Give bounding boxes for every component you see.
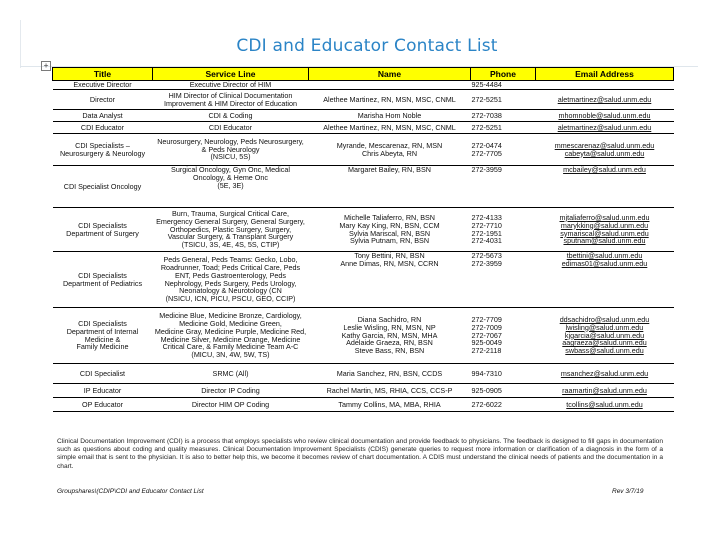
cell-title: CDI Specialists Department of Internal Medicine & Family Medicine	[53, 308, 153, 364]
table-row	[53, 208, 674, 252]
cell-title: CDI Specialists Department of Surgery	[53, 208, 153, 252]
cell-phone: 994-7310	[471, 364, 536, 384]
cell-title: CDI Specialist Oncology	[53, 166, 153, 208]
header-email: Email Address	[536, 68, 674, 81]
header-service-line: Service Line	[153, 68, 309, 81]
cell-email[interactable]: aletmartinez@salud.unm.edu	[536, 122, 674, 134]
cell-service-line: Medicine Blue, Medicine Bronze, Cardiology, Medicine Gold, Medicine Green, Medicine Gray, Medicine Purple, Medicine Red, Medicine Silver, Medicine Orange, Medicine Critical Care, & Family Medicine Team A-C (MICU, 3N, 4W, 5W, TS)	[153, 308, 309, 364]
cell-email[interactable]: tcollins@salud.unm.edu	[536, 398, 674, 412]
table-row	[53, 364, 674, 384]
cell-phone: 272-4133 272-7710 272-1951 272-4031	[471, 208, 536, 252]
cell-title: Data Analyst	[53, 110, 153, 122]
cell-name	[309, 81, 471, 90]
cell-name: Michelle Taliaferro, RN, BSN Mary Kay King, RN, BSN, CCM Sylvia Mariscal, RN, BSN Sylvia Putnam, RN, BSN	[309, 208, 471, 252]
cell-service-line: Peds General, Peds Teams: Gecko, Lobo, Roadrunner, Toad; Peds Critical Care, Peds ENT, Peds Gastroenterology, Peds Nephrology, Peds Surgery, Peds Urology, Neonatology & Neurotology (CN (NSICU, ICN, PICU, PSCU, GEO, CCIP)	[153, 252, 309, 308]
cell-service-line: CDI Educator	[153, 122, 309, 134]
cell-title: CDI Educator	[53, 122, 153, 134]
cell-email[interactable]: msanchez@salud.unm.edu	[536, 364, 674, 384]
table-row	[53, 166, 674, 208]
cell-title: IP Educator	[53, 384, 153, 398]
cell-title: CDI Specialists – Neurosurgery & Neurology	[53, 134, 153, 166]
cell-email[interactable]: mcbailey@salud.unm.edu	[536, 166, 674, 208]
cell-title: Executive Director	[53, 81, 153, 90]
cell-name: Diana Sachidro, RN Leslie Wisling, RN, MSN, NP Kathy Garcia, RN, MSN, MHA Adelaide Graeza, RN, BSN Steve Bass, RN, BSN	[309, 308, 471, 364]
cell-title: OP Educator	[53, 398, 153, 412]
cell-email[interactable]: ddsachidro@salud.unm.edu lwisling@salud.unm.edu kjgarcia@salud.unm.edu aagraeza@salud.unm.edu swbass@salud.unm.edu	[536, 308, 674, 364]
cell-email[interactable]: mjtaliaferro@salud.unm.edu marykking@salud.unm.edu symariscal@salud.unm.edu sputnam@salud.unm.edu	[536, 208, 674, 252]
cell-service-line: CDI & Coding	[153, 110, 309, 122]
cell-phone: 272-7709 272-7009 272-7067 925-0049 272-2118	[471, 308, 536, 364]
header-row	[53, 68, 674, 81]
header-phone: Phone	[471, 68, 536, 81]
cell-phone: 272-6022	[471, 398, 536, 412]
table-row	[53, 252, 674, 308]
cell-service-line: Burn, Trauma, Surgical Critical Care, Emergency General Surgery, General Surgery, Orthopedics, Plastic Surgery, Surgery, Vascular Surgery, & Transplant Surgery (TSICU, 3S, 4E, 4S, 5S, CTIP)	[153, 208, 309, 252]
cell-service-line: SRMC (All)	[153, 364, 309, 384]
cell-name: Maria Sanchez, RN, BSN, CCDS	[309, 364, 471, 384]
cell-phone: 272-3959	[471, 166, 536, 208]
table-row	[53, 90, 674, 110]
cell-service-line: Neurosurgery, Neurology, Peds Neurosurgery, & Peds Neurology (NSICU, 5S)	[153, 134, 309, 166]
cell-email[interactable]: raamartin@salud.unm.edu	[536, 384, 674, 398]
cell-email[interactable]: mmescarenaz@salud.unm.edu cabeyta@salud.unm.edu	[536, 134, 674, 166]
cell-name: Tammy Collins, MA, MBA, RHIA	[309, 398, 471, 412]
slide-title: CDI and Educator Contact List	[236, 36, 498, 56]
cell-name: Margaret Bailey, RN, BSN	[309, 166, 471, 208]
cell-service-line: Director HIM OP Coding	[153, 398, 309, 412]
table-row	[53, 134, 674, 166]
cell-service-line: Director IP Coding	[153, 384, 309, 398]
footer-file-path: Groupshares\(CDIP\CDI and Educator Contact List	[57, 488, 204, 495]
cell-name: Marisha Hom Noble	[309, 110, 471, 122]
cell-name: Alethee Martinez, RN, MSN, MSC, CNML	[309, 90, 471, 110]
header-name: Name	[309, 68, 471, 81]
cell-phone: 272-5251	[471, 90, 536, 110]
cell-email[interactable]: tbettini@salud.unm.edu edimas01@salud.unm.edu	[536, 252, 674, 308]
cell-title: Director	[53, 90, 153, 110]
cdi-description-note: Clinical Documentation Improvement (CDI) is a process that employs specialists who review clinical documentation and provide feedback to physicians. The feedback is designed to fill gaps in documentation such as questions about coding and quality measures. Clinical Documentation Improvement Specialists (CDIS) generate queries to request more information or clarification of a diagnosis in the form of a simple email that is sent to the physician. It is also to better help this, we become it becomes review of chart documentation. A CDIS must understand the clinical needs of patients and the documentation in a chart.	[57, 438, 663, 470]
header-title: Title	[53, 68, 153, 81]
footer-revision-date: Rev 3/7/19	[612, 488, 644, 495]
cell-title: CDI Specialist	[53, 364, 153, 384]
cell-name: Rachel Martin, MS, RHIA, CCS, CCS-P	[309, 384, 471, 398]
cell-email[interactable]: mhomnoble@salud.unm.edu	[536, 110, 674, 122]
cell-service-line: HIM Director of Clinical Documentation Improvement & HIM Director of Education	[153, 90, 309, 110]
cell-name: Myrande, Mescarenaz, RN, MSN Chris Abeyta, RN	[309, 134, 471, 166]
cell-phone: 925-4484	[471, 81, 536, 90]
cell-phone: 272-5673 272-3959	[471, 252, 536, 308]
cell-title: CDI Specialists Department of Pediatrics	[53, 252, 153, 308]
table-row	[53, 81, 674, 90]
cell-name: Tony Bettini, RN, BSN Anne Dimas, RN, MSN, CCRN	[309, 252, 471, 308]
contact-table	[52, 67, 674, 412]
cell-name: Alethee Martinez, RN, MSN, MSC, CNML	[309, 122, 471, 134]
cell-phone: 272-0474 272-7705	[471, 134, 536, 166]
table-row	[53, 308, 674, 364]
cell-phone: 925-0905	[471, 384, 536, 398]
cell-email[interactable]	[536, 81, 674, 90]
table-row	[53, 384, 674, 398]
expand-icon[interactable]: +	[41, 61, 51, 71]
cell-service-line: Surgical Oncology, Gyn Onc, Medical Oncology, & Heme Onc (5E, 3E)	[153, 166, 309, 208]
cell-email[interactable]: aletmartinez@salud.unm.edu	[536, 90, 674, 110]
table-row	[53, 398, 674, 412]
cell-phone: 272-5251	[471, 122, 536, 134]
cell-service-line: Executive Director of HIM	[153, 81, 309, 90]
table-row	[53, 110, 674, 122]
table-row	[53, 122, 674, 134]
cell-phone: 272-7038	[471, 110, 536, 122]
